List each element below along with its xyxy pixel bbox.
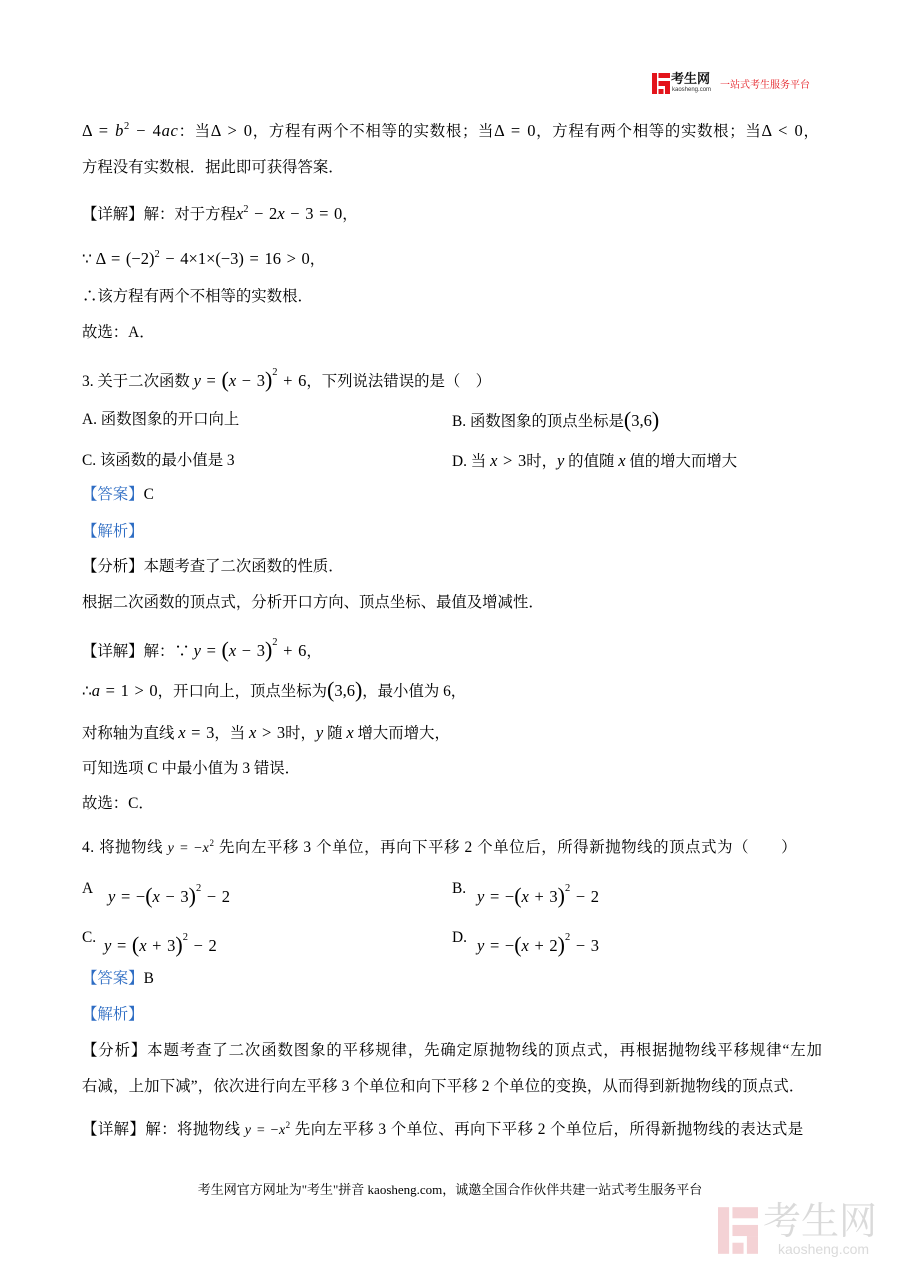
superscript: 2 — [196, 883, 202, 894]
math-expression: − 2 — [570, 887, 600, 906]
q3-step-1 — [82, 677, 467, 702]
discriminant-rule-line-2: 方程没有实数根．据此即可获得答案． — [82, 159, 344, 176]
text-segment: ， — [803, 123, 820, 140]
superscript: 2 — [124, 121, 130, 132]
text-segment: 值的增大而增大 — [625, 453, 738, 470]
text-segment: ， — [306, 643, 322, 660]
math-variable: x — [521, 936, 529, 955]
text-segment: ，开口向上，顶点坐标为 — [157, 683, 327, 700]
q2-choice-line: 故选：A． — [82, 324, 155, 341]
math-variable: y — [104, 936, 112, 955]
q3-detail-line — [82, 633, 322, 662]
math-variable: a — [91, 681, 101, 700]
math-expression: = 1 > 0 — [100, 681, 158, 700]
q4-option-a-formula — [108, 879, 230, 908]
q4-option-b-formula — [477, 879, 599, 908]
math-expression: = 3 — [185, 723, 215, 742]
q4-detail-line — [82, 1115, 804, 1141]
because-symbol: ∵ — [174, 643, 194, 660]
math-variable: x — [618, 451, 626, 470]
therefore-symbol: ∴ — [82, 683, 92, 700]
logo-domain: kaosheng.com — [672, 87, 712, 93]
math-expression: − 4×1×(−3) = 16 > 0 — [159, 249, 310, 268]
big-paren: ) — [354, 677, 363, 702]
math-expression: = — [200, 641, 222, 660]
text-segment: 时， — [526, 453, 557, 470]
math-expression: = — [111, 936, 132, 955]
big-paren: ) — [557, 883, 565, 908]
text-segment: D. 当 — [452, 453, 491, 470]
q3-choice-line: 故选：C． — [82, 795, 154, 812]
text-segment: 先向左平移 3 个单位、再向下平移 2 个单位后，所得新抛物线的表达式是 — [290, 1121, 804, 1138]
math-expression: + 6 — [277, 371, 307, 390]
q4-option-c-formula — [104, 928, 217, 957]
page-footer: 考生网官方网址为"考生"拼音 kaosheng.com，诚邀全国合作伙伴共建一站式考生服务平台 — [197, 1182, 703, 1197]
text-segment: 的值随 — [564, 453, 619, 470]
math-expression: Δ = (−2) — [95, 249, 155, 268]
math-expression: > 3 — [497, 451, 527, 470]
math-variable: y — [193, 641, 201, 660]
math-expression: = − — [174, 841, 203, 856]
big-paren: ( — [623, 407, 632, 432]
text-segment: ，当 — [214, 725, 249, 742]
math-expression: 3,6 — [334, 681, 355, 700]
big-paren: ( — [221, 637, 229, 662]
text-segment: ：当 — [178, 123, 211, 140]
math-expression: + 2 — [528, 936, 558, 955]
text-segment: 对称轴为直线 — [82, 725, 179, 742]
text-segment: 时， — [285, 725, 316, 742]
superscript: 2 — [565, 932, 571, 943]
math-expression: Δ = 0 — [494, 121, 537, 140]
discriminant-rule-line — [82, 117, 820, 142]
text-segment: 先向左平移 3 个单位，再向下平移 2 个单位后，所得新抛物线的顶点式为（ ） — [214, 839, 798, 856]
math-variable: y — [244, 1123, 252, 1138]
text-segment: ， — [309, 251, 326, 268]
q3-answer-line — [82, 485, 154, 505]
math-variable: x — [139, 936, 147, 955]
big-paren: ( — [145, 883, 153, 908]
q3-analysis-label: 【解析】 — [82, 523, 144, 540]
big-paren: ( — [131, 932, 140, 957]
header-slogan: 一站式考生服务平台 — [720, 80, 810, 91]
big-paren: ) — [188, 883, 196, 908]
text-segment: ，方程有两个不相等的实数根；当 — [252, 123, 495, 140]
text-segment: B. 函数图象的顶点坐标是 — [452, 413, 624, 430]
q4-analysis-line-1: 【分析】本题考查了二次函数图象的平移规律，先确定原抛物线的顶点式，再根据抛物线平移规律“左加 — [82, 1042, 823, 1059]
text-segment: 随 — [323, 725, 347, 742]
q3-option-a: A. 函数图象的开口向上 — [82, 411, 240, 428]
q4-option-d-letter: D. — [452, 929, 467, 946]
superscript: 2 — [565, 883, 571, 894]
superscript: 2 — [285, 1120, 291, 1130]
text-segment: 4. 将抛物线 — [82, 839, 168, 856]
q3-option-b — [452, 407, 660, 432]
math-expression: − 2 — [248, 204, 278, 223]
math-variable: x — [228, 371, 237, 390]
math-expression: − 2 — [187, 936, 217, 955]
superscript: 2 — [154, 249, 160, 260]
math-expression: Δ > 0 — [210, 121, 253, 140]
big-paren: ( — [326, 677, 335, 702]
math-variable: x — [248, 723, 257, 742]
math-expression: > 3 — [256, 723, 286, 742]
superscript: 2 — [243, 204, 249, 215]
math-expression: = − — [251, 1123, 279, 1138]
big-paren: ) — [175, 932, 183, 957]
text-segment: 3. 关于二次函数 — [82, 373, 194, 390]
math-expression: = − — [484, 936, 515, 955]
superscript: 2 — [272, 637, 278, 648]
big-paren: ( — [221, 367, 229, 392]
math-expression: = — [200, 371, 222, 390]
math-expression: − 3 — [236, 371, 265, 390]
q4-option-d-formula — [477, 928, 599, 957]
q2-because-line — [82, 245, 325, 270]
q3-stem — [82, 363, 491, 392]
answer-value: B — [143, 970, 154, 987]
math-variable: x — [278, 1123, 286, 1138]
q4-analysis-line-2: 右减，上加下减”，依次进行向左平移 3 个单位和向下平移 2 个单位的变换，从而得到新抛物线的顶点式． — [82, 1078, 805, 1095]
q3-step-2 — [82, 723, 450, 744]
big-paren: ) — [651, 407, 660, 432]
math-expression: = − — [115, 887, 146, 906]
big-paren: ) — [264, 367, 273, 392]
math-variable: y — [477, 936, 485, 955]
answer-value: C — [143, 486, 154, 503]
math-expression: − 4 — [129, 121, 162, 140]
math-variable: y — [167, 841, 175, 856]
math-expression: Δ = — [82, 121, 116, 140]
q4-stem — [82, 833, 797, 859]
q3-step-3: 可知选项 C 中最小值为 3 错误． — [82, 760, 301, 777]
text-segment: 增大而增大， — [353, 725, 450, 742]
text-segment: 【详解】解：对于方程 — [82, 206, 236, 223]
math-variable: x — [202, 841, 210, 856]
math-variable: x — [152, 887, 160, 906]
math-expression: − 3 — [159, 887, 189, 906]
answer-label: 【答案】 — [82, 486, 144, 503]
q4-option-c-letter: C. — [82, 929, 97, 946]
math-expression: + 6 — [277, 641, 307, 660]
watermark-domain: kaosheng.com — [778, 1241, 870, 1257]
math-expression: + 3 — [528, 887, 558, 906]
q3-option-c: C. 该函数的最小值是 3 — [82, 452, 235, 469]
q2-detail-line — [82, 200, 358, 225]
big-paren: ) — [264, 637, 273, 662]
text-segment: ，最小值为 6， — [362, 683, 467, 700]
watermark-logo-icon — [718, 1207, 758, 1254]
math-variable: y — [193, 371, 201, 390]
text-segment: ， — [342, 206, 358, 223]
math-variable: ac — [161, 121, 179, 140]
math-variable: x — [235, 204, 244, 223]
big-paren: ) — [557, 932, 565, 957]
math-expression: Δ < 0 — [761, 121, 804, 140]
math-variable: x — [346, 723, 354, 742]
math-variable: x — [178, 723, 186, 742]
q4-option-a-letter: A — [82, 880, 94, 897]
math-variable: y — [557, 451, 565, 470]
math-variable: x — [521, 887, 529, 906]
math-variable: x — [228, 641, 237, 660]
math-expression: + 3 — [146, 936, 176, 955]
superscript: 2 — [209, 838, 215, 848]
because-symbol: ∵ — [82, 251, 96, 268]
math-variable: x — [490, 451, 498, 470]
math-variable: x — [277, 204, 285, 223]
math-expression: − 2 — [201, 887, 231, 906]
math-expression: − 3 — [236, 641, 265, 660]
q4-analysis-label: 【解析】 — [82, 1006, 144, 1023]
superscript: 2 — [182, 932, 188, 943]
text-segment: ，方程有两个相等的实数根；当 — [536, 123, 762, 140]
math-variable: y — [477, 887, 485, 906]
math-expression: − 3 = 0 — [284, 204, 343, 223]
text-segment: ，下列说法错误的是（ ） — [306, 373, 492, 390]
kaosheng-logo-icon — [652, 73, 670, 94]
big-paren: ( — [514, 932, 522, 957]
math-expression: 3,6 — [631, 411, 652, 430]
logo-name: 考生网 — [671, 71, 711, 86]
q4-answer-line — [82, 969, 154, 989]
math-expression: = − — [484, 887, 515, 906]
math-expression: − 3 — [570, 936, 600, 955]
q2-therefore-line: ∴该方程有两个不相等的实数根． — [82, 288, 313, 305]
watermark-name: 考生网 — [763, 1201, 878, 1243]
math-variable: b — [115, 121, 125, 140]
superscript: 2 — [272, 367, 278, 378]
text-segment: 【详解】解：将抛物线 — [82, 1121, 245, 1138]
q3-analysis-line: 【分析】本题考查了二次函数的性质． — [82, 558, 344, 575]
text-segment: 【详解】解： — [82, 643, 175, 660]
answer-label: 【答案】 — [82, 970, 144, 987]
q3-option-d — [452, 451, 737, 472]
q3-method-line: 根据二次函数的顶点式，分析开口方向、顶点坐标、最值及增减性． — [82, 594, 544, 611]
q4-option-b-letter: B. — [452, 880, 467, 897]
math-variable: y — [108, 887, 116, 906]
math-variable: y — [315, 723, 324, 742]
big-paren: ( — [514, 883, 522, 908]
